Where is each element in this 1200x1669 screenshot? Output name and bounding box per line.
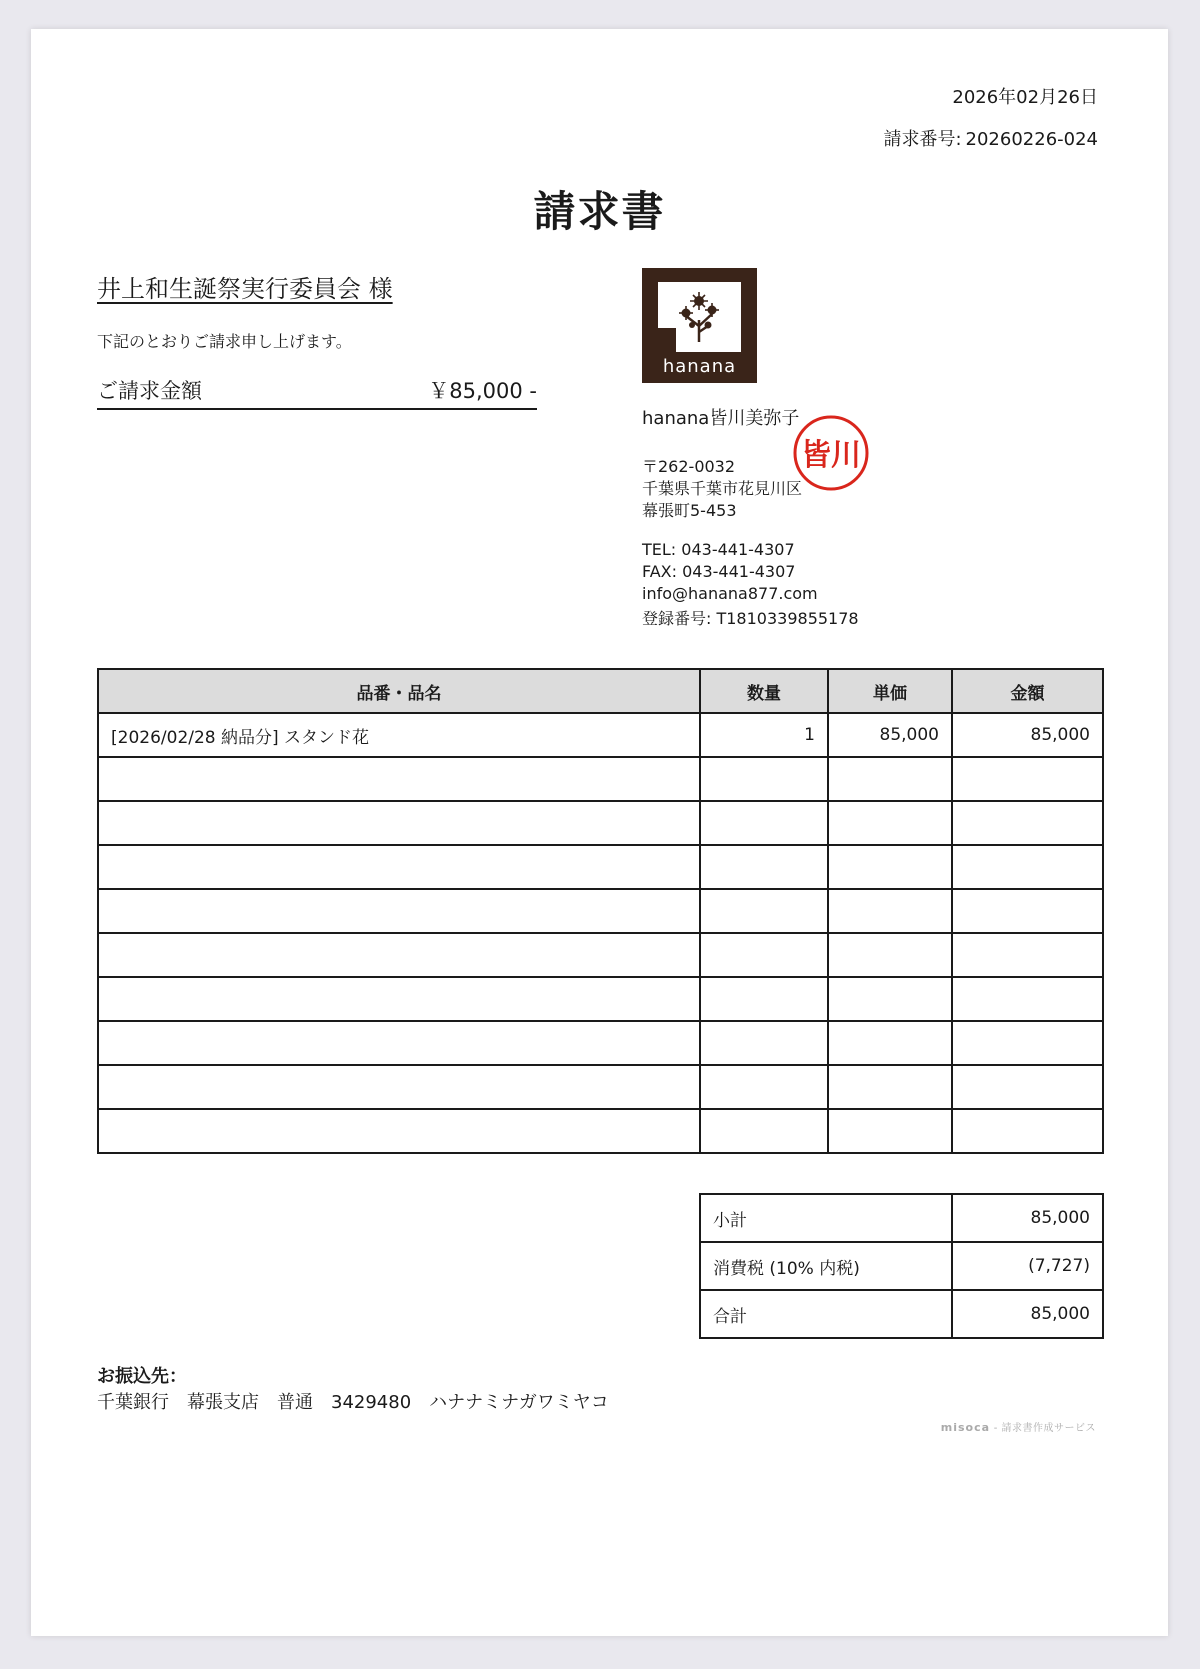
bank-transfer-detail: 千葉銀行 幕張支店 普通 3429480 ハナナミナガワミヤコ [97,1392,609,1413]
item-quantity: 1 [700,713,828,757]
company-logo [642,268,757,383]
intro-text: 下記のとおりご請求申し上げます。 [97,332,352,351]
item-amount [952,1065,1103,1109]
item-unit-price [828,801,952,845]
total-row [700,1290,1103,1338]
total-value: 85,000 [952,1290,1103,1338]
fax-number: FAX: 043-441-4307 [642,562,796,581]
item-unit-price [828,933,952,977]
svg-text:皆川: 皆川 [801,438,861,473]
item-quantity [700,977,828,1021]
column-header-quantity: 数量 [700,669,828,713]
item-name [98,933,700,977]
item-quantity [700,845,828,889]
totals-table [699,1193,1104,1339]
invoice-paper [31,29,1168,1636]
postal-code: 〒262-0032 [642,457,736,476]
table-row [98,977,1103,1021]
table-row [98,1021,1103,1065]
page-title: 請求書 [533,187,666,236]
table-row [98,845,1103,889]
item-amount [952,845,1103,889]
item-name [98,889,700,933]
email-address: info@hanana877.com [642,584,818,603]
item-amount [952,757,1103,801]
invoice-number-value: 20260226-024 [965,129,1098,150]
item-unit-price [828,1065,952,1109]
item-name [98,845,700,889]
item-unit-price [828,1109,952,1153]
item-name: [2026/02/28 納品分] スタンド花 [98,713,700,757]
table-row [98,757,1103,801]
address-line-2: 幕張町5-453 [642,501,737,520]
table-row [98,1109,1103,1153]
invoice-number-label: 請求番号: [883,129,962,150]
item-unit-price: 85,000 [828,713,952,757]
item-unit-price [828,977,952,1021]
subtotal-value: 85,000 [952,1194,1103,1242]
item-amount: 85,000 [952,713,1103,757]
item-quantity [700,1109,828,1153]
table-row [98,801,1103,845]
column-header-amount: 金額 [952,669,1103,713]
item-amount [952,889,1103,933]
item-name [98,1109,700,1153]
item-unit-price [828,889,952,933]
item-name [98,757,700,801]
item-amount [952,933,1103,977]
item-name [98,977,700,1021]
item-amount [952,1021,1103,1065]
company-name: hanana皆川美弥子 [642,408,800,429]
address-line-1: 千葉県千葉市花見川区 [642,479,803,498]
company-seal-stamp [791,413,871,493]
registration-number: 登録番号: T1810339855178 [642,609,859,628]
tax-row [700,1242,1103,1290]
item-unit-price [828,757,952,801]
tax-value: (7,727) [952,1242,1103,1290]
item-quantity [700,933,828,977]
phone-number: TEL: 043-441-4307 [642,540,795,559]
subtotal-label: 小計 [700,1194,952,1242]
column-header-unit-price: 単価 [828,669,952,713]
item-quantity [700,1065,828,1109]
line-items-table [97,668,1104,1154]
billing-amount-value: ￥85,000 - [428,379,537,403]
logo-text: hanana [662,356,737,377]
item-name [98,1021,700,1065]
tax-label: 消費税 (10% 内税) [700,1242,952,1290]
invoice-number [883,125,1098,151]
billing-amount-label: ご請求金額 [97,379,202,403]
column-header-item: 品番・品名 [98,669,700,713]
item-quantity [700,1021,828,1065]
item-quantity [700,889,828,933]
item-name [98,801,700,845]
item-amount [952,977,1103,1021]
table-row [98,933,1103,977]
item-unit-price [828,845,952,889]
item-name [98,1065,700,1109]
item-amount [952,1109,1103,1153]
invoice-date: 2026年02月26日 [952,87,1098,108]
footer-text: - 請求書作成サービス [990,1423,1096,1434]
total-label: 合計 [700,1290,952,1338]
item-quantity [700,757,828,801]
bank-transfer-label: お振込先： [97,1366,187,1387]
footer-brand: misoca [940,1421,991,1434]
customer-name: 井上和生誕祭実行委員会 様 [97,275,393,303]
table-row [98,1065,1103,1109]
footer-credit [941,1419,1096,1434]
item-quantity [700,801,828,845]
table-row [98,889,1103,933]
subtotal-row [700,1194,1103,1242]
billing-amount-row [97,375,537,410]
item-amount [952,801,1103,845]
item-unit-price [828,1021,952,1065]
table-header-row [98,669,1103,713]
table-row [98,713,1103,757]
